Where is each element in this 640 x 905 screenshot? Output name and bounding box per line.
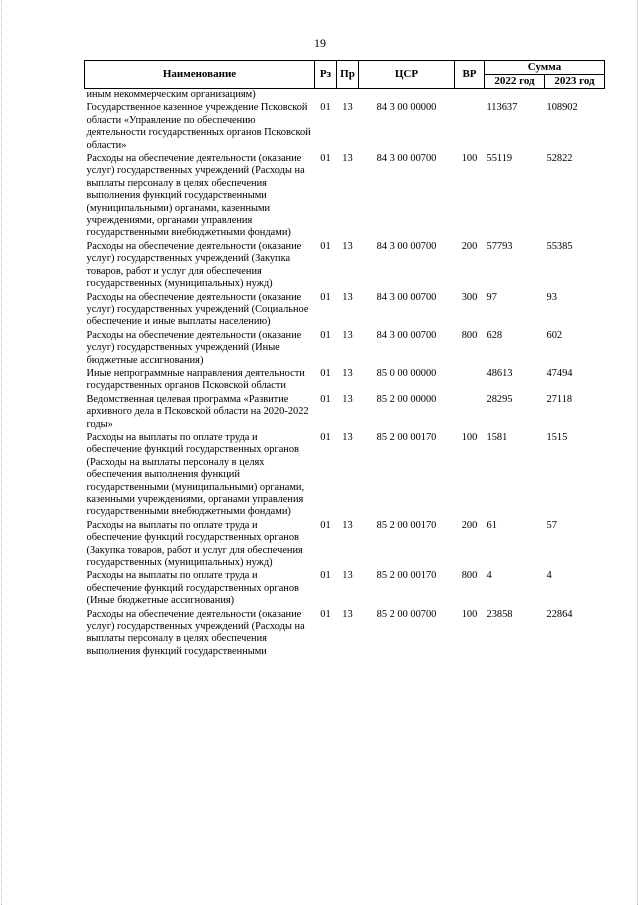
row-rz: 01: [320, 367, 331, 379]
header-name: Наименование: [85, 61, 315, 89]
row-amount-2022: [485, 89, 545, 103]
row-csr: 84 3 00 00000: [376, 102, 437, 114]
table-row: [85, 102, 605, 153]
table-row: [85, 394, 605, 432]
row-amount-2023: 93: [546, 291, 557, 303]
row-vr: 100: [461, 153, 478, 165]
table-row: [85, 570, 605, 608]
header-rz: Рз: [315, 61, 337, 89]
row-rz: [315, 89, 337, 103]
row-amount-2023: 55385: [546, 240, 573, 252]
row-pr: 13: [342, 431, 353, 443]
row-amount-2022: 4: [486, 570, 492, 582]
row-vr: 200: [461, 519, 478, 531]
row-vr: 800: [461, 329, 478, 341]
table-row: [85, 292, 605, 330]
row-csr: 85 2 00 00170: [376, 570, 437, 582]
row-csr: 85 2 00 00000: [376, 393, 437, 405]
left-edge-line: [1, 0, 2, 905]
row-amount-2022: 113637: [486, 102, 518, 114]
row-csr: [359, 89, 455, 103]
row-rz: 01: [320, 240, 331, 252]
row-name: Расходы на выплаты по оплате труда и обеспечение функций государственных органов (Иные бюджетные ассигнования): [86, 570, 299, 607]
table-row: [85, 609, 605, 660]
right-edge-line: [637, 0, 638, 905]
row-name: Государственное казенное учреждение Псковской области «Управление по обеспечению деятельности государственных органов Псковской области»: [86, 102, 311, 151]
row-name: Расходы на обеспечение деятельности (оказание услуг) государственных учреждений (Закупка товаров, работ и услуг для обеспечения государственных (муниципальных) нужд): [86, 240, 302, 290]
header-pr: Пр: [337, 61, 359, 89]
row-pr: [337, 89, 359, 103]
row-name: Расходы на обеспечение деятельности (оказание услуг) государственных учреждений (Иные бюджетные ассигнования): [86, 329, 302, 366]
table-row: [85, 520, 605, 571]
row-vr: [455, 102, 485, 153]
row-name: Иные непрограммные направления деятельности государственных органов Псковской области: [86, 367, 305, 392]
table-row: [85, 432, 605, 520]
row-pr: 13: [342, 240, 353, 252]
row-csr: 84 3 00 00700: [376, 329, 437, 341]
row-vr: 300: [461, 291, 478, 303]
row-amount-2023: 108902: [546, 102, 578, 114]
row-vr: [455, 394, 485, 432]
row-vr: 100: [461, 431, 478, 443]
row-vr: 200: [461, 240, 478, 252]
table-row: [85, 368, 605, 394]
row-amount-2022: 48613: [486, 367, 513, 379]
row-vr: [455, 368, 485, 394]
row-csr: 85 2 00 00700: [376, 608, 437, 620]
row-vr: 800: [461, 570, 478, 582]
row-pr: 13: [342, 519, 353, 531]
row-csr: 84 3 00 00700: [376, 153, 437, 165]
table-row: [85, 241, 605, 292]
row-name: Расходы на обеспечение деятельности (оказание услуг) государственных учреждений (Социальное обеспечение и иные выплаты населению): [86, 291, 309, 328]
row-rz: 01: [320, 102, 331, 114]
page-number: 19: [314, 36, 326, 50]
row-name: Расходы на обеспечение деятельности (оказание услуг) государственных учреждений (Расходы на выплаты персоналу в целях обеспечения выполнения функций государственными (муниципальными) органами, казенными учреждениями, органами управления государственными внебюджетными фондами): [86, 153, 305, 239]
row-amount-2023: 57: [546, 519, 557, 531]
row-amount-2022: 97: [486, 291, 497, 303]
row-amount-2022: 628: [486, 329, 503, 341]
row-rz: 01: [320, 291, 331, 303]
row-amount-2022: 55119: [486, 153, 513, 165]
row-vr: 100: [461, 608, 478, 620]
row-pr: 13: [342, 102, 353, 114]
row-amount-2023: 1515: [546, 431, 568, 443]
row-amount-2022: 23858: [486, 608, 513, 620]
row-amount-2022: 57793: [486, 240, 513, 252]
row-pr: 13: [342, 329, 353, 341]
row-name: Расходы на обеспечение деятельности (оказание услуг) государственных учреждений (Расходы на выплаты персоналу в целях обеспечения выполнения функций государственными: [86, 608, 305, 657]
row-pr: 13: [342, 367, 353, 379]
row-csr: 84 3 00 00700: [376, 291, 437, 303]
row-amount-2022: 1581: [486, 431, 508, 443]
row-rz: 01: [320, 519, 331, 531]
table-header: [85, 61, 605, 89]
table-row: [85, 89, 605, 103]
row-csr: 84 3 00 00700: [376, 240, 437, 252]
row-rz: 01: [320, 329, 331, 341]
table-row: [85, 330, 605, 368]
row-name: Ведомственная целевая программа «Развитие архивного дела в Псковской области на 2020-2022 годы»: [86, 393, 309, 430]
row-rz: 01: [320, 393, 331, 405]
row-rz: 01: [320, 153, 331, 165]
row-pr: 13: [342, 608, 353, 620]
row-amount-2022: 61: [486, 519, 497, 531]
row-amount-2023: 22864: [546, 608, 573, 620]
header-vr: ВР: [455, 61, 485, 89]
header-2022: 2022 год: [485, 75, 545, 89]
row-csr: 85 2 00 00170: [376, 431, 437, 443]
row-amount-2022: 28295: [486, 393, 513, 405]
row-name: иным некоммерческим организациям): [86, 89, 256, 100]
row-rz: 01: [320, 608, 331, 620]
row-pr: 13: [342, 393, 353, 405]
row-amount-2023: [545, 89, 605, 103]
row-vr: [455, 89, 485, 103]
table-body: [85, 89, 605, 660]
row-rz: 01: [320, 570, 331, 582]
row-amount-2023: 602: [546, 329, 563, 341]
row-amount-2023: 52822: [546, 153, 573, 165]
row-pr: 13: [342, 291, 353, 303]
budget-table: [84, 60, 605, 659]
row-pr: 13: [342, 570, 353, 582]
row-pr: 13: [342, 153, 353, 165]
row-amount-2023: 27118: [546, 393, 573, 405]
table-row: [85, 153, 605, 241]
row-rz: 01: [320, 431, 331, 443]
row-csr: 85 2 00 00170: [376, 519, 437, 531]
row-csr: 85 0 00 00000: [376, 367, 437, 379]
row-name: Расходы на выплаты по оплате труда и обеспечение функций государственных органов (Расходы на выплаты персоналу в целях обеспечения выполнения функций государственными (муниципальными) органами, казенными учреждениями, органами управления государственными внебюджетными фондами): [86, 431, 305, 518]
header-sum: Сумма: [485, 61, 605, 75]
row-amount-2023: 47494: [546, 367, 573, 379]
row-name: Расходы на выплаты по оплате труда и обеспечение функций государственных органов (Закупка товаров, работ и услуг для обеспечения государственных (муниципальных) нужд): [86, 519, 303, 569]
header-2023: 2023 год: [545, 75, 605, 89]
header-csr: ЦСР: [359, 61, 455, 89]
row-amount-2023: 4: [546, 570, 552, 582]
